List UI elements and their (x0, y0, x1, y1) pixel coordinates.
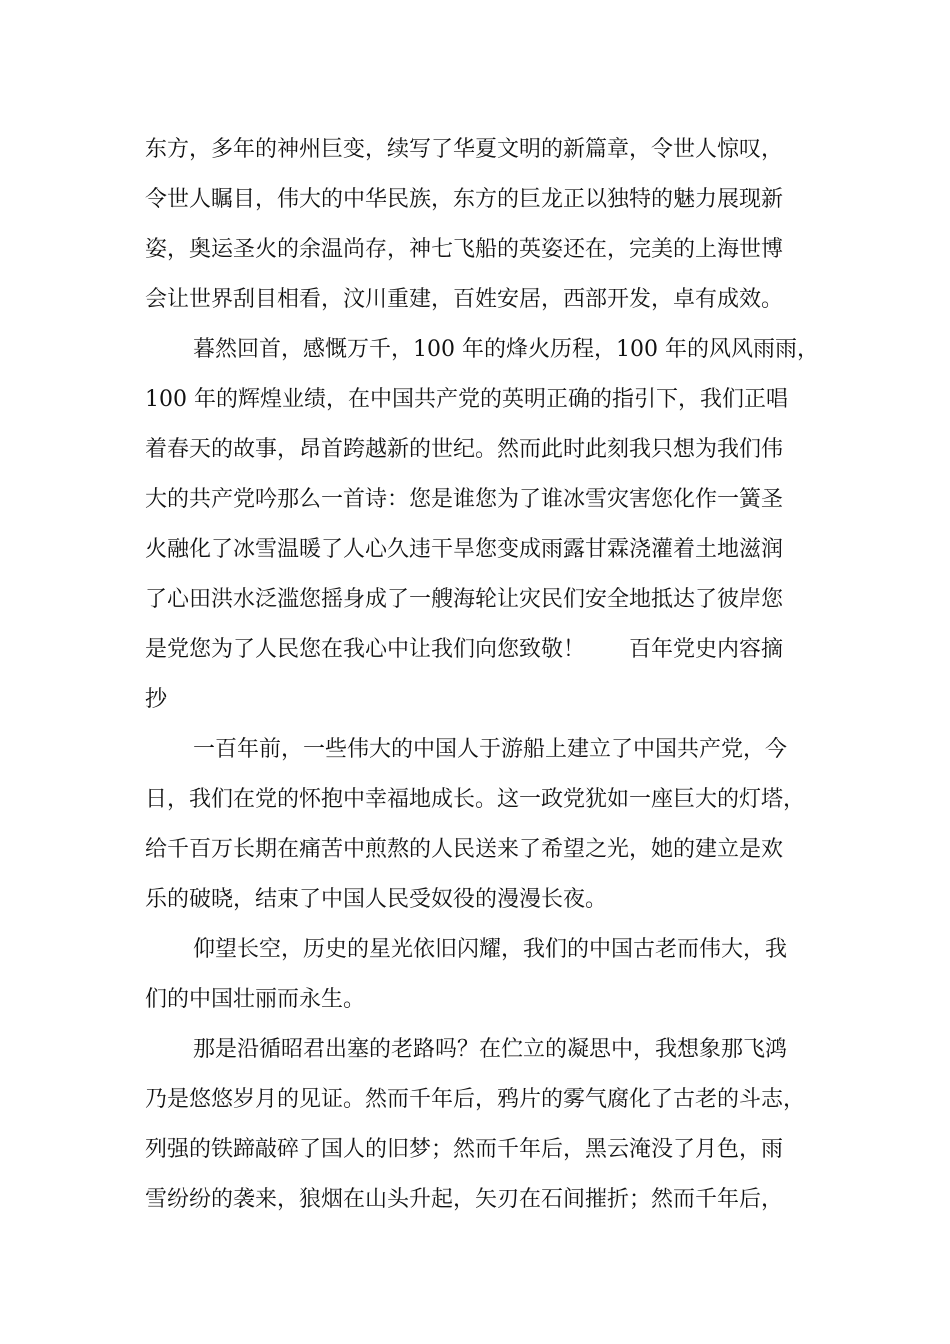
paragraph-first-line: 一百年前，一些伟大的中国人于游船上建立了中国共产党，今 (193, 737, 788, 762)
text-line: 火融化了冰雪温暖了人心久违干旱您变成雨露甘霖浇灌着土地滋润 (145, 537, 784, 562)
text-line: 抄 (145, 687, 168, 712)
text-line: 给千百万长期在痛苦中煎熬的人民送来了希望之光，她的建立是欢 (145, 837, 784, 862)
text-line: 列强的铁蹄敲碎了国人的旧梦；然而千年后，黑云淹没了月色，雨 (145, 1137, 784, 1162)
text-line: 日，我们在党的怀抱中幸福地成长。这一政党犹如一座巨大的灯塔， (145, 787, 806, 812)
text-line: 雪纷纷的袭来，狼烟在山头升起，矢刃在石间摧折；然而千年后， (145, 1187, 784, 1212)
text-line: 姿，奥运圣火的余温尚存，神七飞船的英姿还在，完美的上海世博 (145, 237, 784, 262)
text-line: 会让世界刮目相看，汶川重建，百姓安居，西部开发，卓有成效。 (145, 287, 784, 312)
text-line: 着春天的故事，昂首跨越新的世纪。然而此时此刻我只想为我们伟 (145, 437, 784, 462)
paragraph-first-line: 暮然回首，感慨万千，100 年的烽火历程，100 年的风风雨雨， (193, 337, 819, 362)
text-line: 乃是悠悠岁月的见证。然而千年后，鸦片的雾气腐化了古老的斗志， (145, 1087, 806, 1112)
text-line: 们的中国壮丽而永生。 (145, 987, 366, 1012)
text-line: 是党您为了人民您在我心中让我们向您致敬！ 百年党史内容摘 (145, 637, 784, 662)
text-line: 东方，多年的神州巨变，续写了华夏文明的新篇章，令世人惊叹， (145, 137, 784, 162)
paragraph-first-line: 那是沿循昭君出塞的老路吗？在伫立的凝思中，我想象那飞鸿 (193, 1037, 788, 1062)
paragraph-first-line: 仰望长空，历史的星光依旧闪耀，我们的中国古老而伟大，我 (193, 937, 788, 962)
text-line: 100 年的辉煌业绩，在中国共产党的英明正确的指引下，我们正唱 (145, 387, 788, 412)
text-line: 了心田洪水泛滥您摇身成了一艘海轮让灾民们安全地抵达了彼岸您 (145, 587, 784, 612)
text-line: 大的共产党吟那么一首诗：您是谁您为了谁冰雪灾害您化作一簧圣 (145, 487, 784, 512)
text-line: 令世人瞩目，伟大的中华民族，东方的巨龙正以独特的魅力展现新 (145, 187, 784, 212)
text-line: 乐的破晓，结束了中国人民受奴役的漫漫长夜。 (145, 887, 608, 912)
